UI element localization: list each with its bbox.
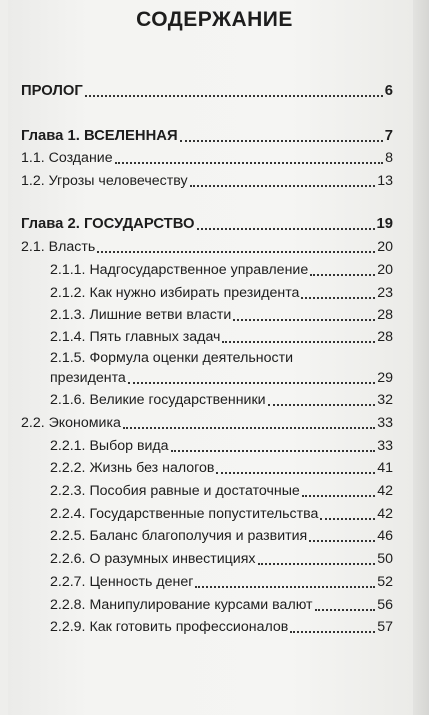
- leader-dots: [222, 340, 375, 343]
- toc-entry-page: 7: [384, 128, 393, 144]
- toc-entry: [50, 285, 393, 302]
- toc-entry: [50, 370, 393, 387]
- toc-entry-page: 6: [384, 83, 393, 99]
- toc-entry: [21, 173, 393, 190]
- leader-dots: [123, 426, 375, 429]
- toc-entry-page: 20: [377, 239, 393, 255]
- leader-dots: [216, 471, 375, 474]
- toc-entry-label: 2.1.6. Великие государственники: [50, 392, 266, 408]
- toc-entry-chapter-1: [21, 128, 393, 145]
- toc-entry-label: 2.2.5. Баланс благополучия и развития: [50, 528, 308, 544]
- leader-dots: [302, 494, 375, 497]
- toc-entry: [50, 619, 393, 636]
- leader-dots: [128, 381, 375, 384]
- leader-dots: [197, 227, 375, 230]
- toc-entry-label: 2.2.4. Государственные попустительства: [50, 506, 319, 522]
- toc-entry-prologue: [21, 83, 393, 100]
- leader-dots: [195, 585, 375, 588]
- toc-entry: [50, 551, 393, 568]
- toc-entry-label: 2.1. Власть: [21, 239, 96, 255]
- toc-entry-page: 28: [377, 329, 393, 345]
- leader-dots: [268, 403, 376, 406]
- toc-entry-page: 13: [377, 173, 393, 189]
- page-edge-shadow: [413, 0, 429, 715]
- toc-entry: [50, 574, 393, 591]
- leader-dots: [301, 296, 375, 299]
- toc-entry: [50, 329, 393, 346]
- leader-dots: [85, 94, 383, 97]
- toc-entry-page: 41: [377, 460, 393, 476]
- toc-entry-page: 23: [377, 285, 393, 301]
- toc-entry-label: 2.2. Экономика: [21, 415, 121, 431]
- toc-entry-page: 50: [377, 551, 393, 567]
- leader-dots: [258, 562, 376, 565]
- toc-entry: [21, 415, 393, 432]
- toc-entry-label: 2.1.4. Пять главных задач: [50, 329, 221, 345]
- toc-entry-page: 52: [377, 574, 393, 590]
- toc-entry-page: 42: [377, 506, 393, 522]
- toc-entry-label: 2.2.6. О разумных инвестициях: [50, 551, 256, 567]
- toc-entry: [50, 307, 393, 324]
- toc-entry-label: 2.1.1. Надгосударственное управление: [50, 262, 309, 278]
- leader-dots: [233, 318, 375, 321]
- toc-entry: [50, 483, 393, 500]
- toc-entry: [50, 528, 393, 545]
- toc-entry: [50, 262, 393, 279]
- toc-entry: [50, 392, 393, 409]
- leader-dots: [315, 608, 376, 611]
- toc-entry-label: 2.2.2. Жизнь без налогов: [50, 460, 215, 476]
- toc-entry-page: 33: [377, 438, 393, 454]
- toc-entry: [50, 438, 393, 455]
- leader-dots: [310, 273, 375, 276]
- toc-entry-label: 2.2.3. Пособия равные и достаточные: [50, 483, 300, 499]
- leader-dots: [115, 161, 384, 164]
- toc-entry: [50, 597, 393, 614]
- toc-entry-label: 1.2. Угрозы человечеству: [21, 173, 188, 189]
- toc-entry: [50, 460, 393, 477]
- leader-dots: [320, 517, 375, 520]
- toc-entry-label: 1.1. Создание: [21, 150, 113, 166]
- toc-entry-page: 56: [377, 597, 393, 613]
- toc-entry-label: ПРОЛОГ: [21, 83, 83, 99]
- toc-entry-label: 2.1.3. Лишние ветви власти: [50, 307, 232, 323]
- toc-entry: [21, 150, 393, 167]
- leader-dots: [190, 184, 376, 187]
- toc-entry-label: 2.2.7. Ценность денег: [50, 574, 194, 590]
- leader-dots: [171, 449, 376, 452]
- leader-dots: [180, 139, 383, 142]
- leader-dots: [309, 539, 375, 542]
- toc-entry-page: 8: [385, 150, 393, 166]
- leader-dots: [290, 630, 375, 633]
- toc-entry-label: Глава 2. ГОСУДАРСТВО: [21, 216, 195, 232]
- toc-entry-label: президента: [50, 370, 126, 386]
- toc-entry-page: 32: [377, 392, 393, 408]
- toc-entry-label: 2.1.2. Как нужно избирать президента: [50, 285, 300, 301]
- toc-title: СОДЕРЖАНИЕ: [136, 8, 293, 31]
- toc-entry-page: 42: [377, 483, 393, 499]
- leader-dots: [97, 250, 375, 253]
- toc-entry-chapter-2: [21, 216, 393, 233]
- toc-entry-page: 33: [377, 415, 393, 431]
- toc-entry-label: Глава 1. ВСЕЛЕННАЯ: [21, 128, 178, 144]
- toc-entry-page: 29: [377, 370, 393, 386]
- toc-entry-page: 57: [377, 619, 393, 635]
- toc-entry: [21, 239, 393, 256]
- toc-entry-label-line1: 2.1.5. Формула оценки деятельности: [50, 350, 293, 366]
- toc-entry-label: 2.2.1. Выбор вида: [50, 438, 169, 454]
- toc-entry-label: 2.2.8. Манипулирование курсами валют: [50, 597, 313, 613]
- toc-entry-page: 20: [377, 262, 393, 278]
- toc-entry-page: 28: [377, 307, 393, 323]
- toc-entry-page: 46: [377, 528, 393, 544]
- toc-entry-label: 2.2.9. Как готовить профессионалов: [50, 619, 289, 635]
- toc-entry-page: 19: [376, 216, 393, 232]
- toc-entry: [50, 506, 393, 523]
